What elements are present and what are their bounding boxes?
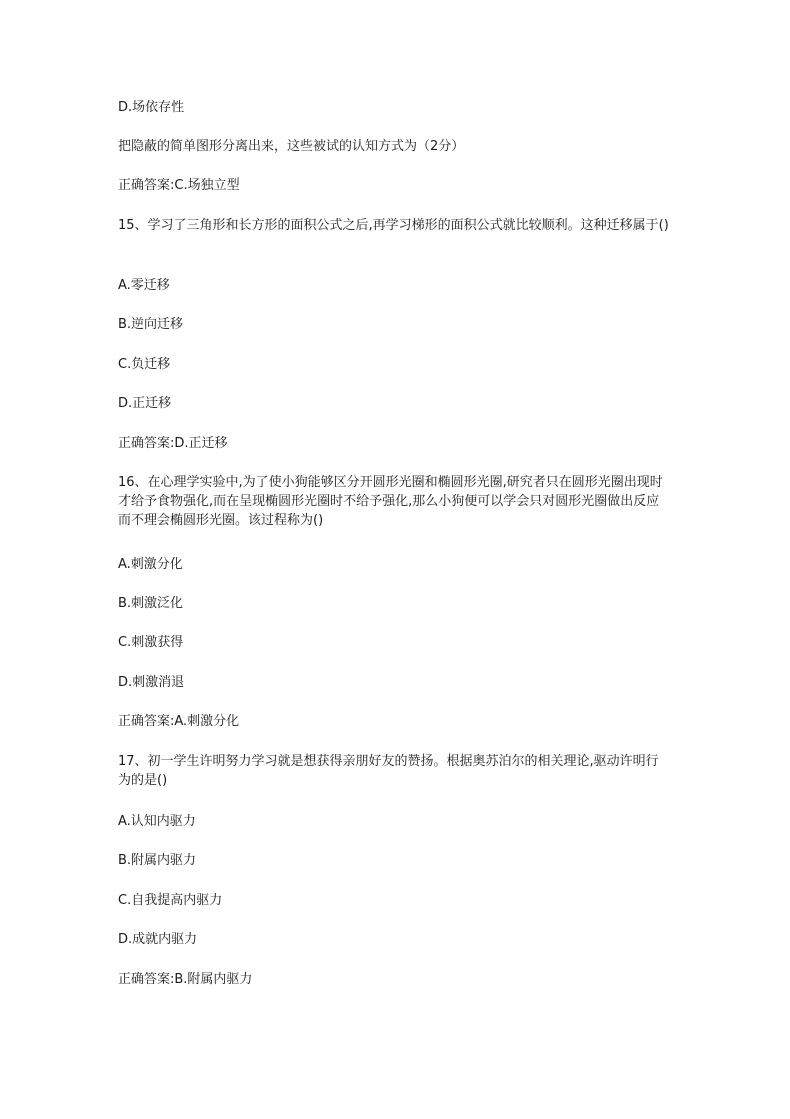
option-c: C.刺激获得 [118,635,184,650]
option-d: D.刺激消退 [118,675,185,690]
option-a: A.刺激分化 [118,557,183,572]
option-c: C.自我提高内驱力 [118,893,223,908]
answer-17: 正确答案:B.附属内驱力 [118,972,253,987]
question-15-stem: 15、学习了三角形和长方形的面积公式之后,再学习梯形的面积公式就比较顺利。这种迁移属于() [118,218,669,233]
option-b: B.附属内驱力 [118,853,197,868]
answer-16: 正确答案:A.刺激分化 [118,714,240,729]
option-d: D.正迁移 [118,396,172,411]
answer-15: 正确答案:D.正迁移 [118,436,228,451]
answer-14: 正确答案:C.场独立型 [118,178,240,193]
question-16-stem: 16、在心理学实验中,为了使小狗能够区分开圆形光圈和椭圆形光圈,研究者只在圆形光圈出现时才给予食物强化,而在呈现椭圆形光圈时不给予强化,那么小狗便可以学会只对圆形光圈做出反应而不理会椭圆形光圈。该过程称为() [118,475,663,528]
question-17-stem: 17、初一学生许明努力学习就是想获得亲朋好友的赞扬。根据奥苏泊尔的相关理论,驱动许明行为的是() [118,754,659,788]
option-a: A.零迁移 [118,278,170,293]
option-d: D.成就内驱力 [118,932,198,947]
option-d: D.场依存性 [118,100,185,115]
option-c: C.负迁移 [118,357,171,372]
question-14-stem: 把隐蔽的简单图形分离出来，这些被试的认知方式为（2分） [118,139,465,154]
option-b: B.逆向迁移 [118,317,184,332]
option-a: A.认知内驱力 [118,814,196,829]
option-b: B.刺激泛化 [118,596,184,611]
